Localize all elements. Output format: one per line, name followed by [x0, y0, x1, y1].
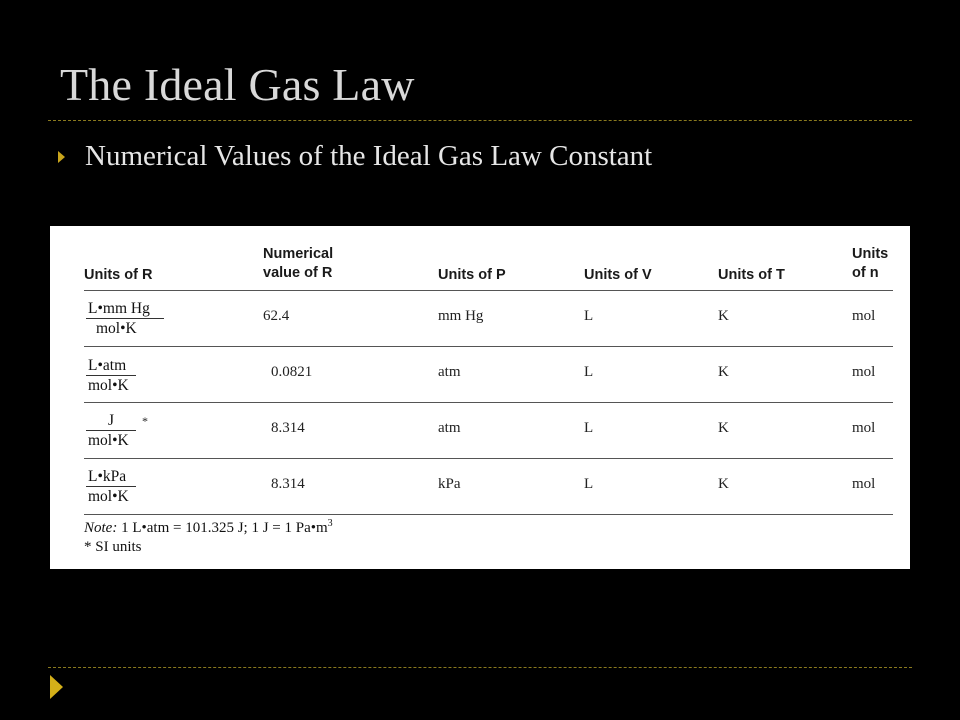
- row4-units-v: L: [584, 476, 594, 492]
- row2-units-p: atm: [438, 364, 461, 380]
- row-rule: [84, 458, 893, 459]
- row1-value: 62.4: [263, 308, 290, 324]
- row3-units-t: K: [718, 420, 729, 436]
- row1-units-t: K: [718, 308, 729, 324]
- row2-units-v: L: [584, 364, 594, 380]
- header-units-p: Units of P: [438, 267, 506, 283]
- row3-unit-denominator: mol•K: [88, 432, 129, 449]
- row2-units-t: K: [718, 364, 729, 380]
- slide-title: The Ideal Gas Law: [60, 59, 415, 110]
- note-text: 1 L•atm = 101.325 J; 1 J = 1 Pa•m: [117, 520, 328, 536]
- row1-units-n: mol: [852, 308, 876, 324]
- row3-units-v: L: [584, 420, 594, 436]
- row2-unit-numerator: L•atm: [88, 357, 127, 374]
- row2-units-n: mol: [852, 364, 876, 380]
- bullet-item: [58, 140, 652, 173]
- header-units-v: Units of V: [584, 267, 652, 283]
- row2-value: 0.0821: [271, 364, 313, 380]
- row3-unit-numerator: J: [108, 412, 115, 429]
- row4-unit-denominator: mol•K: [88, 488, 129, 505]
- header-units-n-line1: Units: [852, 246, 889, 262]
- note-superscript: 3: [327, 518, 333, 529]
- row2-units-r: [86, 356, 166, 395]
- row4-unit-numerator: L•kPa: [88, 468, 127, 485]
- row1-units-v: L: [584, 308, 594, 324]
- bullet-text: Numerical Values of the Ideal Gas Law Constant: [85, 140, 653, 172]
- row4-units-t: K: [718, 476, 729, 492]
- row-rule: [84, 402, 893, 403]
- row1-units-p: mm Hg: [438, 308, 484, 324]
- header-units-n-line2: of n: [852, 265, 879, 281]
- row3-units-p: atm: [438, 420, 461, 436]
- table-bottom-rule: [84, 514, 893, 515]
- row4-units-p: kPa: [438, 476, 461, 492]
- top-divider: [48, 120, 912, 121]
- bottom-divider: [48, 667, 912, 668]
- row4-units-n: mol: [852, 476, 876, 492]
- row3-units-r: [86, 411, 166, 450]
- row1-unit-numerator: L•mm Hg: [88, 300, 150, 317]
- header-units-r: Units of R: [84, 267, 153, 283]
- row2-unit-denominator: mol•K: [88, 377, 129, 394]
- header-rule: [84, 290, 893, 291]
- row3-value: 8.314: [271, 420, 305, 436]
- header-numerical-line2: value of R: [263, 265, 333, 281]
- row4-units-r: [86, 467, 166, 506]
- header-numerical-line1: Numerical: [263, 246, 334, 262]
- note-label: Note:: [84, 520, 118, 536]
- row3-units-n: mol: [852, 420, 876, 436]
- table-note: [84, 518, 333, 537]
- row-rule: [84, 346, 893, 347]
- row1-unit-denominator: mol•K: [96, 320, 137, 337]
- si-marker: *: [142, 414, 148, 428]
- gas-constant-table: [50, 226, 910, 569]
- table-footnote: * SI units: [84, 539, 142, 555]
- row4-value: 8.314: [271, 476, 305, 492]
- row1-units-r: [86, 299, 166, 338]
- header-units-n: [852, 245, 888, 283]
- header-numerical-value: [263, 245, 333, 283]
- header-units-t: Units of T: [718, 267, 785, 283]
- bullet-arrow-icon: [58, 151, 65, 163]
- footer-arrow-icon: [50, 675, 63, 699]
